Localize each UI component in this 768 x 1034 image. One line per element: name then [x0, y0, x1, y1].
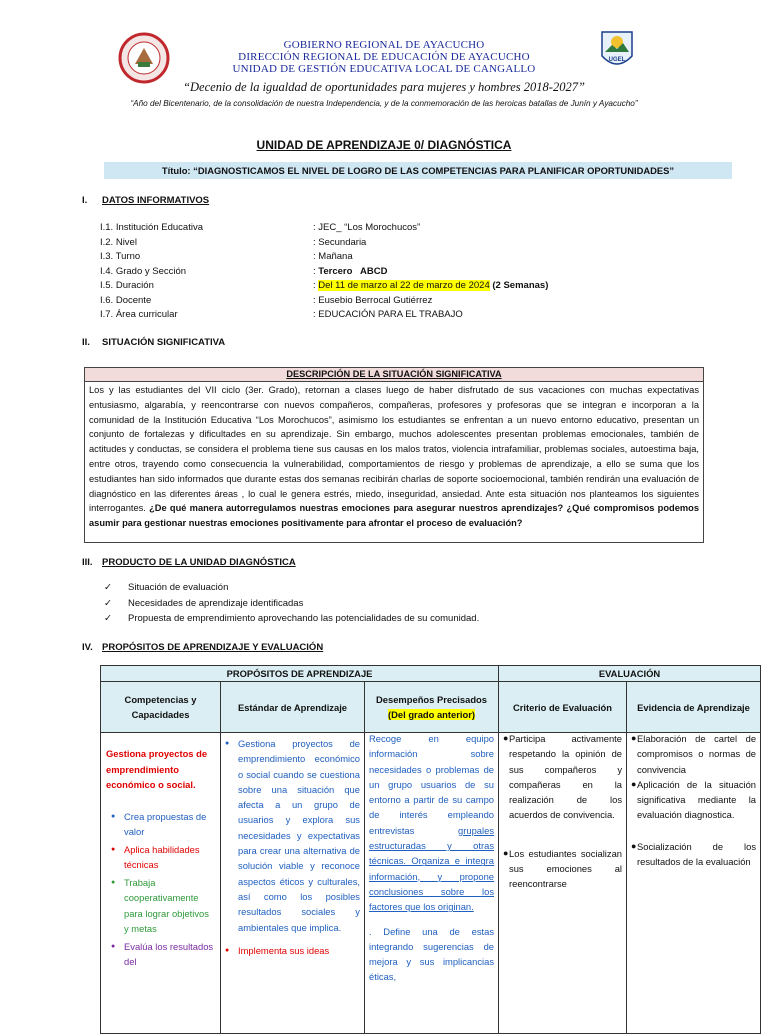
criteria-item: ● Participa activamente respetando la opinión de sus compañeros y compañeras en la realización de los acuerdos de convivencia. — [503, 733, 622, 823]
criteria-item: ● Los estudiantes socializan sus emociones al reencontrarse — [503, 846, 622, 892]
situation-box — [84, 367, 704, 543]
performance-text: Recoge en equipo información sobre necesidades o problemas de un grupo usuarios de su entorno a partir de su campo de interés empleando entrevistas grupales estructuradas y otras técnicas. Organiza e integra información, y propone conclusiones sobre los factores que los originan. — [369, 733, 495, 913]
header-government: GOBIERNO REGIONAL DE AYACUCHO — [283, 39, 485, 51]
evidence-item: ● Aplicación de la situación significativa mediante la evaluación diagnostica. — [631, 777, 756, 823]
capacity-item: ● Aplica habilidades técnicas — [110, 842, 216, 873]
product-item: ✓ Situación de evaluación — [104, 582, 229, 593]
standard-cell — [221, 733, 365, 1034]
purposes-table — [100, 665, 761, 1034]
duration-highlight: Del 11 de marzo al 22 de marzo de 2024 — [318, 280, 490, 291]
info-row: I.4. Grado y Sección : Tercero ABCD — [100, 265, 388, 277]
standard-text-2: ● Implementa sus ideas — [224, 943, 360, 958]
info-row: I.2. Nivel : Secundaria — [100, 236, 367, 248]
section-heading-4: IV. PROPÓSITOS DE APRENDIZAJE Y EVALUACIÓN — [82, 642, 324, 653]
info-row: I.3. Turno : Mañana — [100, 251, 353, 262]
competence-title: Gestiona proyectos de emprendimiento económico o social. — [106, 748, 208, 790]
capacity-item: ● Crea propuestas de valor — [110, 809, 216, 840]
situation-text: Los y las estudiantes del VII ciclo (3er. Grado), retornan a clases luego de haber disfrutado de sus vacaciones con muchas expectativas entusiasmo, algarabía, y reencontrarse con nuevos compañeros, compañeras, profesores y profesoras que se integran e incorporan a la comunidad de la Institución Educativa “Los Morochucos”, asimismo los estudiantes se enfrentan a un nuevo entorno educativo, presentan un conjunto de fortalezas y dificultades en su aprendizaje. Sin embargo, muchos adolescentes presentan problemas emocionales, también de actitudes y conductas, se considera el problema tiene sus causas en los malos tratos, violencia intrafamiliar, problemas sociales, autoestima baja, entre otros, trayendo como consecuencia la vulnerabilidad, comportamientos de riesgo y problemas de aprendizaje, a ello se suma que los estudiantes han sido informados que durante estas dos semanas recibirán charlas de soporte socioemocional, también rendirán una evaluación de diagnóstico en las diferentes áreas , lo cual le genera estrés, miedo, inseguridad, ansiedad. Ante esta situación nos planteamos los siguientes interrogantes. ¿De qué manera autorregulamos nuestras emociones para asegurar nuestros aprendizajes? ¿Qué compromisos podemos asumir para gestionar nuestras emociones positivamente para afrontar el proceso de evaluación? — [89, 385, 699, 529]
document-subtitle: Título: “DIAGNOSTICAMOS EL NIVEL DE LOGRO DE LAS COMPETENCIAS PARA PLANIFICAR OPORTUNIDADES” — [104, 162, 732, 179]
info-row: I.1. Institución Educativa : JEC_ “Los Morochucos” — [100, 222, 421, 233]
check-icon: ✓ — [104, 582, 112, 593]
decade-motto: “Decenio de la igualdad de oportunidades para mujeres y hombres 2018-2027” — [183, 80, 585, 94]
performance-text-2: . Define una de estas integrando sugerencias de mejora y sus implicancias éticas, — [369, 925, 495, 983]
section-heading-1: I. DATOS INFORMATIVOS — [82, 195, 210, 206]
document-title: UNIDAD DE APRENDIZAJE 0/ DIAGNÓSTICA — [256, 138, 512, 152]
section-heading-3: III. PRODUCTO DE LA UNIDAD DIAGNÓSTICA — [82, 557, 296, 568]
capacity-item: ● Trabaja cooperativamente para lograr objetivos y metas — [110, 875, 216, 937]
col-header-evidence: Evidencia de Aprendizaje — [627, 682, 761, 733]
criteria-cell — [499, 733, 627, 1034]
col-header-performances: Desempeños Precisados (Del grado anterior) — [365, 682, 499, 733]
header-direction: DIRECCIÓN REGIONAL DE EDUCACIÓN DE AYACUCHO — [238, 51, 530, 63]
year-motto: “Año del Bicentenario, de la consolidación de nuestra Independencia, y de la conmemoración de las heroicas batallas de Junín y Ayacucho” — [130, 99, 638, 108]
header-ugel: UNIDAD DE GESTIÓN EDUCATIVA LOCAL DE CANGALLO — [232, 63, 536, 75]
col-header-competences: Competencias y Capacidades — [101, 682, 221, 733]
col-header-standard: Estándar de Aprendizaje — [221, 682, 365, 733]
standard-text: ● Gestiona proyectos de emprendimiento económico o social cuando se cuestiona sobre una situación que afecta a un grupo de usuarios y explora sus necesidades y expectativas para crear una alternativa de solución viable y reconoce aspectos éticos y culturales, así como los posibles resultados sociales y ambientales que implica. — [224, 736, 360, 935]
col-header-criteria: Criterio de Evaluación — [499, 682, 627, 733]
product-item: ✓ Propuesta de emprendimiento aprovechando las potencialidades de su comunidad. — [104, 613, 480, 624]
ugel-logo-text: UGEL — [608, 57, 626, 63]
evaluation-header: EVALUACIÓN — [499, 666, 761, 682]
check-icon: ✓ — [104, 598, 112, 609]
section-heading-2: II. SITUACIÓN SIGNIFICATIVA — [82, 337, 226, 348]
capacity-item: ● Evalúa los resultados del — [110, 939, 216, 970]
info-row: I.6. Docente : Eusebio Berrocal Gutiérrez — [100, 294, 433, 306]
info-row: I.5. Duración : Del 11 de marzo al 22 de marzo de 2024 (2 Semanas) — [100, 280, 549, 291]
evidence-item: ● Elaboración de cartel de compromisos o normas de convivencia — [631, 733, 756, 777]
performances-cell — [365, 733, 499, 1034]
evidence-item: ● Socialización de los resultados de la evaluación — [631, 839, 756, 870]
product-item: ✓ Necesidades de aprendizaje identificadas — [104, 598, 304, 609]
check-icon: ✓ — [104, 613, 112, 624]
competence-cell — [101, 733, 221, 1034]
info-row: I.7. Área curricular : EDUCACIÓN PARA EL TRABAJO — [100, 309, 463, 320]
evidence-cell — [627, 733, 761, 1034]
situation-heading: DESCRIPCIÓN DE LA SITUACIÓN SIGNIFICATIVA — [85, 368, 703, 382]
purposes-header: PROPÓSITOS DE APRENDIZAJE — [101, 666, 499, 682]
